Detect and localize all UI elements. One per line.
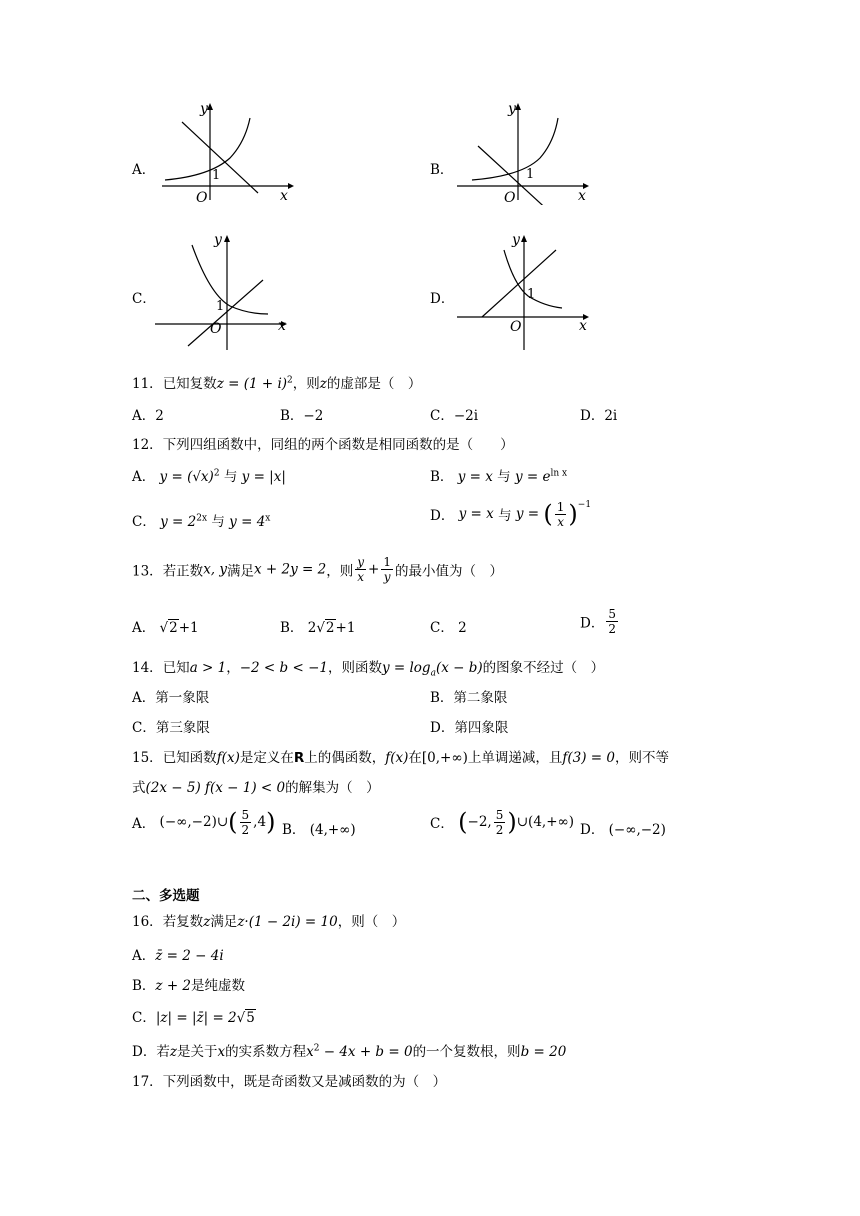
question-12-stem: 12．下列四组函数中，同组的两个函数是相同函数的是（ ） bbox=[132, 437, 514, 453]
question-11-stem: 11．已知复数$z = (1 + i)^2$，则z的虚部是（ ） bbox=[132, 375, 422, 392]
q14-option-b[interactable]: B．第二象限 bbox=[430, 690, 508, 706]
q13-option-a[interactable]: A． √2+1 bbox=[132, 620, 199, 636]
q11-option-b[interactable]: B．−2 bbox=[280, 408, 324, 424]
graph-d-origin: O bbox=[510, 319, 522, 335]
graph-d-x-label: x bbox=[579, 318, 587, 334]
q15-option-b[interactable]: B． (4,+∞) bbox=[282, 822, 356, 838]
q15-option-d[interactable]: D． (−∞,−2) bbox=[580, 822, 666, 838]
q11-option-c[interactable]: C．−2i bbox=[430, 408, 479, 424]
question-15-line-2: 式(2x − 5) f(x − 1) < 0的解集为（ ） bbox=[132, 780, 380, 796]
q12-option-b[interactable]: B． y = x 与 $y = e^{ln x}$ bbox=[430, 468, 568, 485]
graph-option-b bbox=[452, 100, 597, 205]
graph-b-y-label: y bbox=[508, 101, 516, 117]
option-a-label: A． bbox=[132, 162, 156, 178]
q14-option-d[interactable]: D．第四象限 bbox=[430, 720, 509, 736]
q16-option-c[interactable]: C．|z| = |z̄| = 2√5 bbox=[132, 1010, 255, 1026]
question-16-stem: 16．若复数z满足z·(1 − 2i) = 10，则（ ） bbox=[132, 914, 406, 930]
graph-b-origin: O bbox=[504, 190, 516, 205]
q13-option-d[interactable]: D． $\frac{5}{2}$ bbox=[580, 607, 616, 636]
graph-option-c bbox=[150, 230, 295, 350]
q16-option-b[interactable]: B．z + 2是纯虚数 bbox=[132, 978, 246, 994]
option-b-label: B． bbox=[430, 162, 454, 178]
q13-option-c[interactable]: C． 2 bbox=[430, 620, 467, 636]
q16-option-d[interactable]: D．若z是关于x的实系数方程$x^2 - 4x + b = 0$的一个复数根，则b = 20 bbox=[132, 1043, 567, 1060]
graph-a-one: 1 bbox=[212, 168, 221, 183]
q15-option-a[interactable]: A． (−∞,−2)∪( $\frac{5}{2}$ ,4) bbox=[132, 807, 276, 837]
question-14-stem: 14．已知a > 1，−2 < b < −1，则函数$y = \log_a(x - b)$的图象不经过（ ） bbox=[132, 660, 605, 679]
q14-option-c[interactable]: C．第三象限 bbox=[132, 720, 210, 736]
graph-c-x-label: x bbox=[278, 318, 286, 334]
q11-option-a[interactable]: A．2 bbox=[132, 408, 164, 424]
graph-option-d bbox=[452, 230, 597, 350]
q12-option-d[interactable]: D． y = x 与 y = ( $\frac{1}{x}$ )$^{-1}$ bbox=[430, 499, 592, 529]
graph-option-a bbox=[150, 100, 295, 205]
graph-c-y-label: y bbox=[214, 232, 222, 248]
q12-option-a[interactable]: A． $y = (√x)^2$ 与 y = |x| bbox=[132, 468, 286, 485]
graph-d-one: 1 bbox=[527, 287, 536, 302]
q12-option-c[interactable]: C． $y = 2^{2x}$ 与 $y = 4^x$ bbox=[132, 513, 271, 530]
question-13-stem: 13．若正数x, y满足x + 2y = 2，则 $\frac{y}{x}$ + $\frac{1}{y}$ 的最小值为（ ） bbox=[132, 555, 503, 584]
graph-a-y-label: y bbox=[200, 101, 208, 117]
graph-c-origin: O bbox=[210, 321, 222, 337]
question-17-stem: 17．下列函数中，既是奇函数又是减函数的为（ ） bbox=[132, 1074, 447, 1090]
q13-option-b[interactable]: B． 2√2+1 bbox=[280, 620, 356, 636]
graph-c-one: 1 bbox=[216, 299, 225, 314]
graph-d-y-label: y bbox=[512, 232, 520, 248]
section-title: 二、多选题 bbox=[132, 888, 200, 904]
graph-a-origin: O bbox=[196, 190, 208, 205]
q11-option-d[interactable]: D．2i bbox=[580, 408, 618, 424]
option-d-label: D． bbox=[430, 291, 455, 307]
q15-option-c[interactable]: C． (−2, $\frac{5}{2}$ )∪(4,+∞) bbox=[430, 807, 575, 837]
question-15-line-1: 15．已知函数f(x)是定义在R上的偶函数，f(x)在[0,+∞)上单调递减，且f(3) = 0，则不等 bbox=[132, 750, 669, 766]
q14-option-a[interactable]: A．第一象限 bbox=[132, 690, 210, 706]
graph-a-x-label: x bbox=[280, 188, 288, 204]
graph-b-one: 1 bbox=[526, 167, 535, 182]
option-c-label: C． bbox=[132, 291, 156, 307]
q16-option-a[interactable]: A．z̄ = 2 − 4i bbox=[132, 948, 224, 964]
graph-b-x-label: x bbox=[578, 188, 586, 204]
